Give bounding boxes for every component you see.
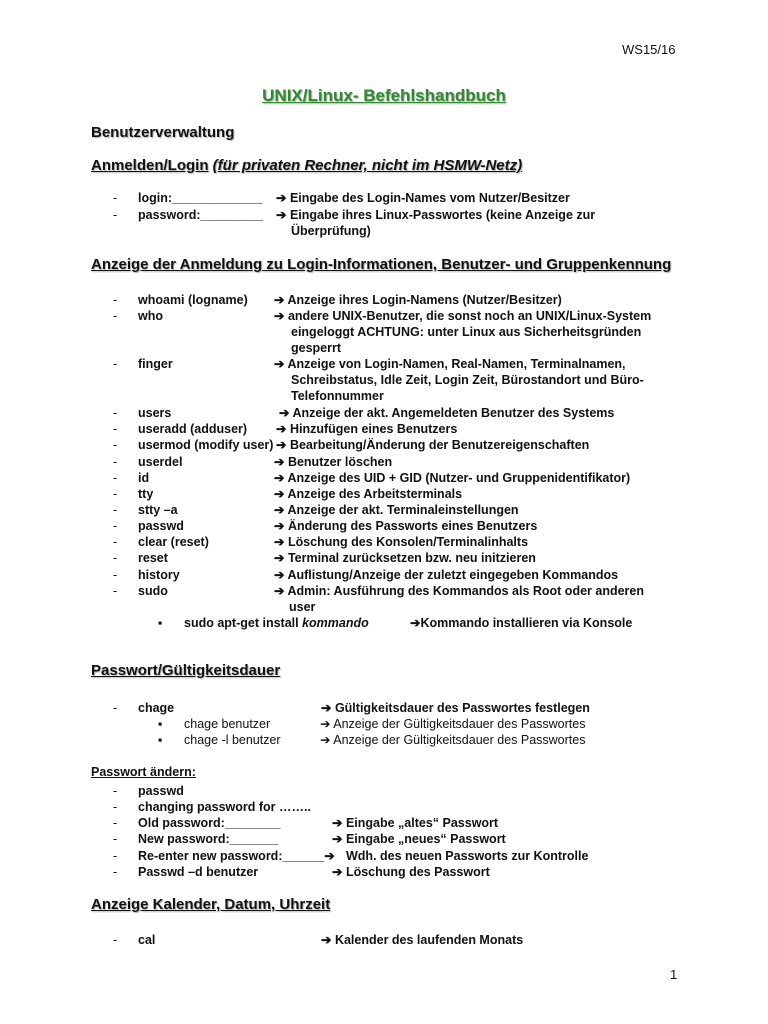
command-text: passwd bbox=[138, 784, 184, 798]
dash-marker: - bbox=[113, 471, 118, 485]
command-text: chage bbox=[138, 701, 175, 715]
command-description: ➔Kommando installieren via Konsole bbox=[410, 616, 633, 630]
login-heading-note: (für privaten Rechner, nicht im HSMW-Netz) bbox=[212, 157, 523, 174]
command-description: ➔ andere UNIX-Benutzer, die sonst noch an UNIX/Linux-System bbox=[274, 309, 652, 323]
dash-marker: - bbox=[113, 784, 118, 798]
dash-marker: - bbox=[113, 503, 118, 517]
list-item bbox=[113, 437, 733, 453]
list-item bbox=[113, 470, 733, 486]
command-text: clear (reset) bbox=[138, 535, 209, 549]
list-item bbox=[113, 308, 733, 324]
list-item bbox=[113, 583, 733, 599]
list-item bbox=[113, 454, 733, 470]
description-continuation: Schreibstatus, Idle Zeit, Login Zeit, Bürostandort und Büro- bbox=[291, 373, 644, 387]
command-text: reset bbox=[138, 551, 168, 565]
command-description: ➔ Terminal zurücksetzen bzw. neu initzieren bbox=[274, 551, 536, 565]
command-description: ➔ Löschung des Passwort bbox=[332, 865, 490, 879]
command-description: ➔ Anzeige der Gültigkeitsdauer des Passwortes bbox=[320, 733, 586, 747]
dash-marker: - bbox=[113, 933, 118, 947]
section-heading-benutzerverwaltung: Benutzerverwaltung bbox=[91, 124, 235, 141]
dash-marker: - bbox=[113, 519, 118, 533]
list-item bbox=[113, 799, 733, 815]
dash-marker: - bbox=[113, 551, 118, 565]
dash-marker: - bbox=[113, 309, 118, 323]
command-description: ➔ Eingabe „altes“ Passwort bbox=[332, 816, 499, 830]
dash-marker: - bbox=[113, 455, 118, 469]
section-heading-anzeige: Anzeige der Anmeldung zu Login-Informationen, Benutzer- und Gruppenkennung bbox=[91, 256, 672, 273]
description-continuation: gesperrt bbox=[291, 341, 342, 355]
command-description: ➔ Bearbeitung/Änderung der Benutzereigenschaften bbox=[276, 438, 590, 452]
list-item bbox=[113, 831, 733, 847]
list-item bbox=[113, 292, 733, 308]
command-text: Old password:________ bbox=[138, 816, 281, 830]
dash-marker: - bbox=[113, 849, 118, 863]
dash-marker: - bbox=[113, 701, 118, 715]
command-description: ➔ Auflistung/Anzeige der zuletzt eingegeben Kommandos bbox=[274, 568, 619, 582]
list-item bbox=[113, 421, 733, 437]
description-continuation: Telefonnummer bbox=[291, 389, 384, 403]
dash-marker: - bbox=[113, 832, 118, 846]
command-text: passwd bbox=[138, 519, 184, 533]
page-number: 1 bbox=[670, 967, 678, 982]
dash-marker: - bbox=[113, 208, 118, 222]
description-continuation: user bbox=[289, 600, 316, 614]
list-item bbox=[113, 190, 733, 206]
command-text: history bbox=[138, 568, 180, 582]
list-item bbox=[113, 864, 733, 880]
list-item bbox=[113, 848, 733, 864]
command-text: id bbox=[138, 471, 150, 485]
list-item bbox=[113, 783, 733, 799]
list-item bbox=[113, 356, 733, 372]
dash-marker: - bbox=[113, 865, 118, 879]
command-description: ➔ Kalender des laufenden Monats bbox=[321, 933, 524, 947]
list-item bbox=[113, 567, 733, 583]
dash-marker: - bbox=[113, 535, 118, 549]
dash-marker: - bbox=[113, 406, 118, 420]
description-continuation: Überprüfung) bbox=[291, 224, 371, 238]
command-text: New password:_______ bbox=[138, 832, 279, 846]
dash-marker: - bbox=[113, 568, 118, 582]
command-text: cal bbox=[138, 933, 156, 947]
command-description: ➔ Anzeige des Arbeitsterminals bbox=[274, 487, 463, 501]
list-item bbox=[113, 550, 733, 566]
list-item bbox=[158, 716, 748, 732]
section-heading-passwort-gueltigkeit: Passwort/Gültigkeitsdauer bbox=[91, 662, 281, 679]
command-description: ➔ Eingabe des Login-Names vom Nutzer/Besitzer bbox=[276, 191, 570, 205]
dash-marker: - bbox=[113, 422, 118, 436]
command-description: Wdh. des neuen Passworts zur Kontrolle bbox=[346, 849, 589, 863]
list-item bbox=[113, 502, 733, 518]
command-text: Passwd –d benutzer bbox=[138, 865, 259, 879]
document-title: UNIX/Linux- Befehlshandbuch bbox=[262, 86, 506, 105]
dash-marker: - bbox=[113, 357, 118, 371]
command-text: tty bbox=[138, 487, 154, 501]
command-description: ➔ Eingabe ihres Linux-Passwortes (keine Anzeige zur bbox=[276, 208, 596, 222]
dash-marker: - bbox=[113, 191, 118, 205]
command-text: changing password for …….. bbox=[138, 800, 311, 814]
command-text: Re-enter new password:______➔ bbox=[138, 849, 335, 863]
command-description: ➔ Änderung des Passworts eines Benutzers bbox=[274, 519, 538, 533]
list-item bbox=[113, 486, 733, 502]
dash-marker: - bbox=[113, 293, 118, 307]
command-text: sudo bbox=[138, 584, 168, 598]
command-description: ➔ Hinzufügen eines Benutzers bbox=[276, 422, 458, 436]
bullet-marker: ▪ bbox=[158, 733, 163, 747]
list-item bbox=[158, 615, 748, 631]
dash-marker: - bbox=[113, 487, 118, 501]
description-continuation: eingeloggt ACHTUNG: unter Linux aus Sicherheitsgründen bbox=[291, 325, 642, 339]
command-description: ➔ Anzeige der Gültigkeitsdauer des Passwortes bbox=[320, 717, 586, 731]
command-text: sudo apt-get install kommando bbox=[184, 616, 369, 630]
command-text: stty –a bbox=[138, 503, 178, 517]
command-text: chage -l benutzer bbox=[184, 733, 281, 747]
command-text: whoami (logname) bbox=[138, 293, 248, 307]
command-description: ➔ Gültigkeitsdauer des Passwortes festlegen bbox=[321, 701, 590, 715]
dash-marker: - bbox=[113, 438, 118, 452]
subheading-passwort-aendern: Passwort ändern: bbox=[91, 765, 196, 779]
command-text: users bbox=[138, 406, 172, 420]
list-item bbox=[113, 932, 733, 948]
list-item bbox=[113, 534, 733, 550]
list-item bbox=[113, 700, 733, 716]
command-text: usermod (modify user) bbox=[138, 438, 274, 452]
command-text: login:_____________ bbox=[138, 191, 263, 205]
command-description: ➔ Eingabe „neues“ Passwort bbox=[332, 832, 506, 846]
list-item bbox=[158, 732, 748, 748]
command-text: chage benutzer bbox=[184, 717, 271, 731]
list-item bbox=[113, 207, 733, 223]
command-description: ➔ Anzeige ihres Login-Namens (Nutzer/Besitzer) bbox=[274, 293, 562, 307]
list-item bbox=[113, 405, 733, 421]
command-description: ➔ Benutzer löschen bbox=[274, 455, 393, 469]
section-heading-login bbox=[91, 157, 522, 174]
command-text: who bbox=[138, 309, 163, 323]
login-heading-main: Anmelden/Login bbox=[91, 157, 209, 174]
dash-marker: - bbox=[113, 816, 118, 830]
command-description: ➔ Anzeige der akt. Angemeldeten Benutzer des Systems bbox=[279, 406, 615, 420]
command-description: ➔ Löschung des Konsolen/Terminalinhalts bbox=[274, 535, 529, 549]
command-text: finger bbox=[138, 357, 173, 371]
list-item bbox=[113, 815, 733, 831]
semester-label: WS15/16 bbox=[622, 42, 676, 57]
command-description: ➔ Anzeige der akt. Terminaleinstellungen bbox=[274, 503, 519, 517]
dash-marker: - bbox=[113, 584, 118, 598]
list-item bbox=[113, 518, 733, 534]
bullet-marker: ▪ bbox=[158, 717, 163, 731]
dash-marker: - bbox=[113, 800, 118, 814]
command-description: ➔ Admin: Ausführung des Kommandos als Root oder anderen bbox=[274, 584, 644, 598]
command-description: ➔ Anzeige von Login-Namen, Real-Namen, Terminalnamen, bbox=[274, 357, 626, 371]
command-text: useradd (adduser) bbox=[138, 422, 248, 436]
command-text: password:_________ bbox=[138, 208, 264, 222]
command-text: userdel bbox=[138, 455, 183, 469]
command-description: ➔ Anzeige des UID + GID (Nutzer- und Gruppenidentifikator) bbox=[274, 471, 631, 485]
bullet-marker: ▪ bbox=[158, 616, 163, 630]
section-heading-kalender: Anzeige Kalender, Datum, Uhrzeit bbox=[91, 896, 331, 913]
